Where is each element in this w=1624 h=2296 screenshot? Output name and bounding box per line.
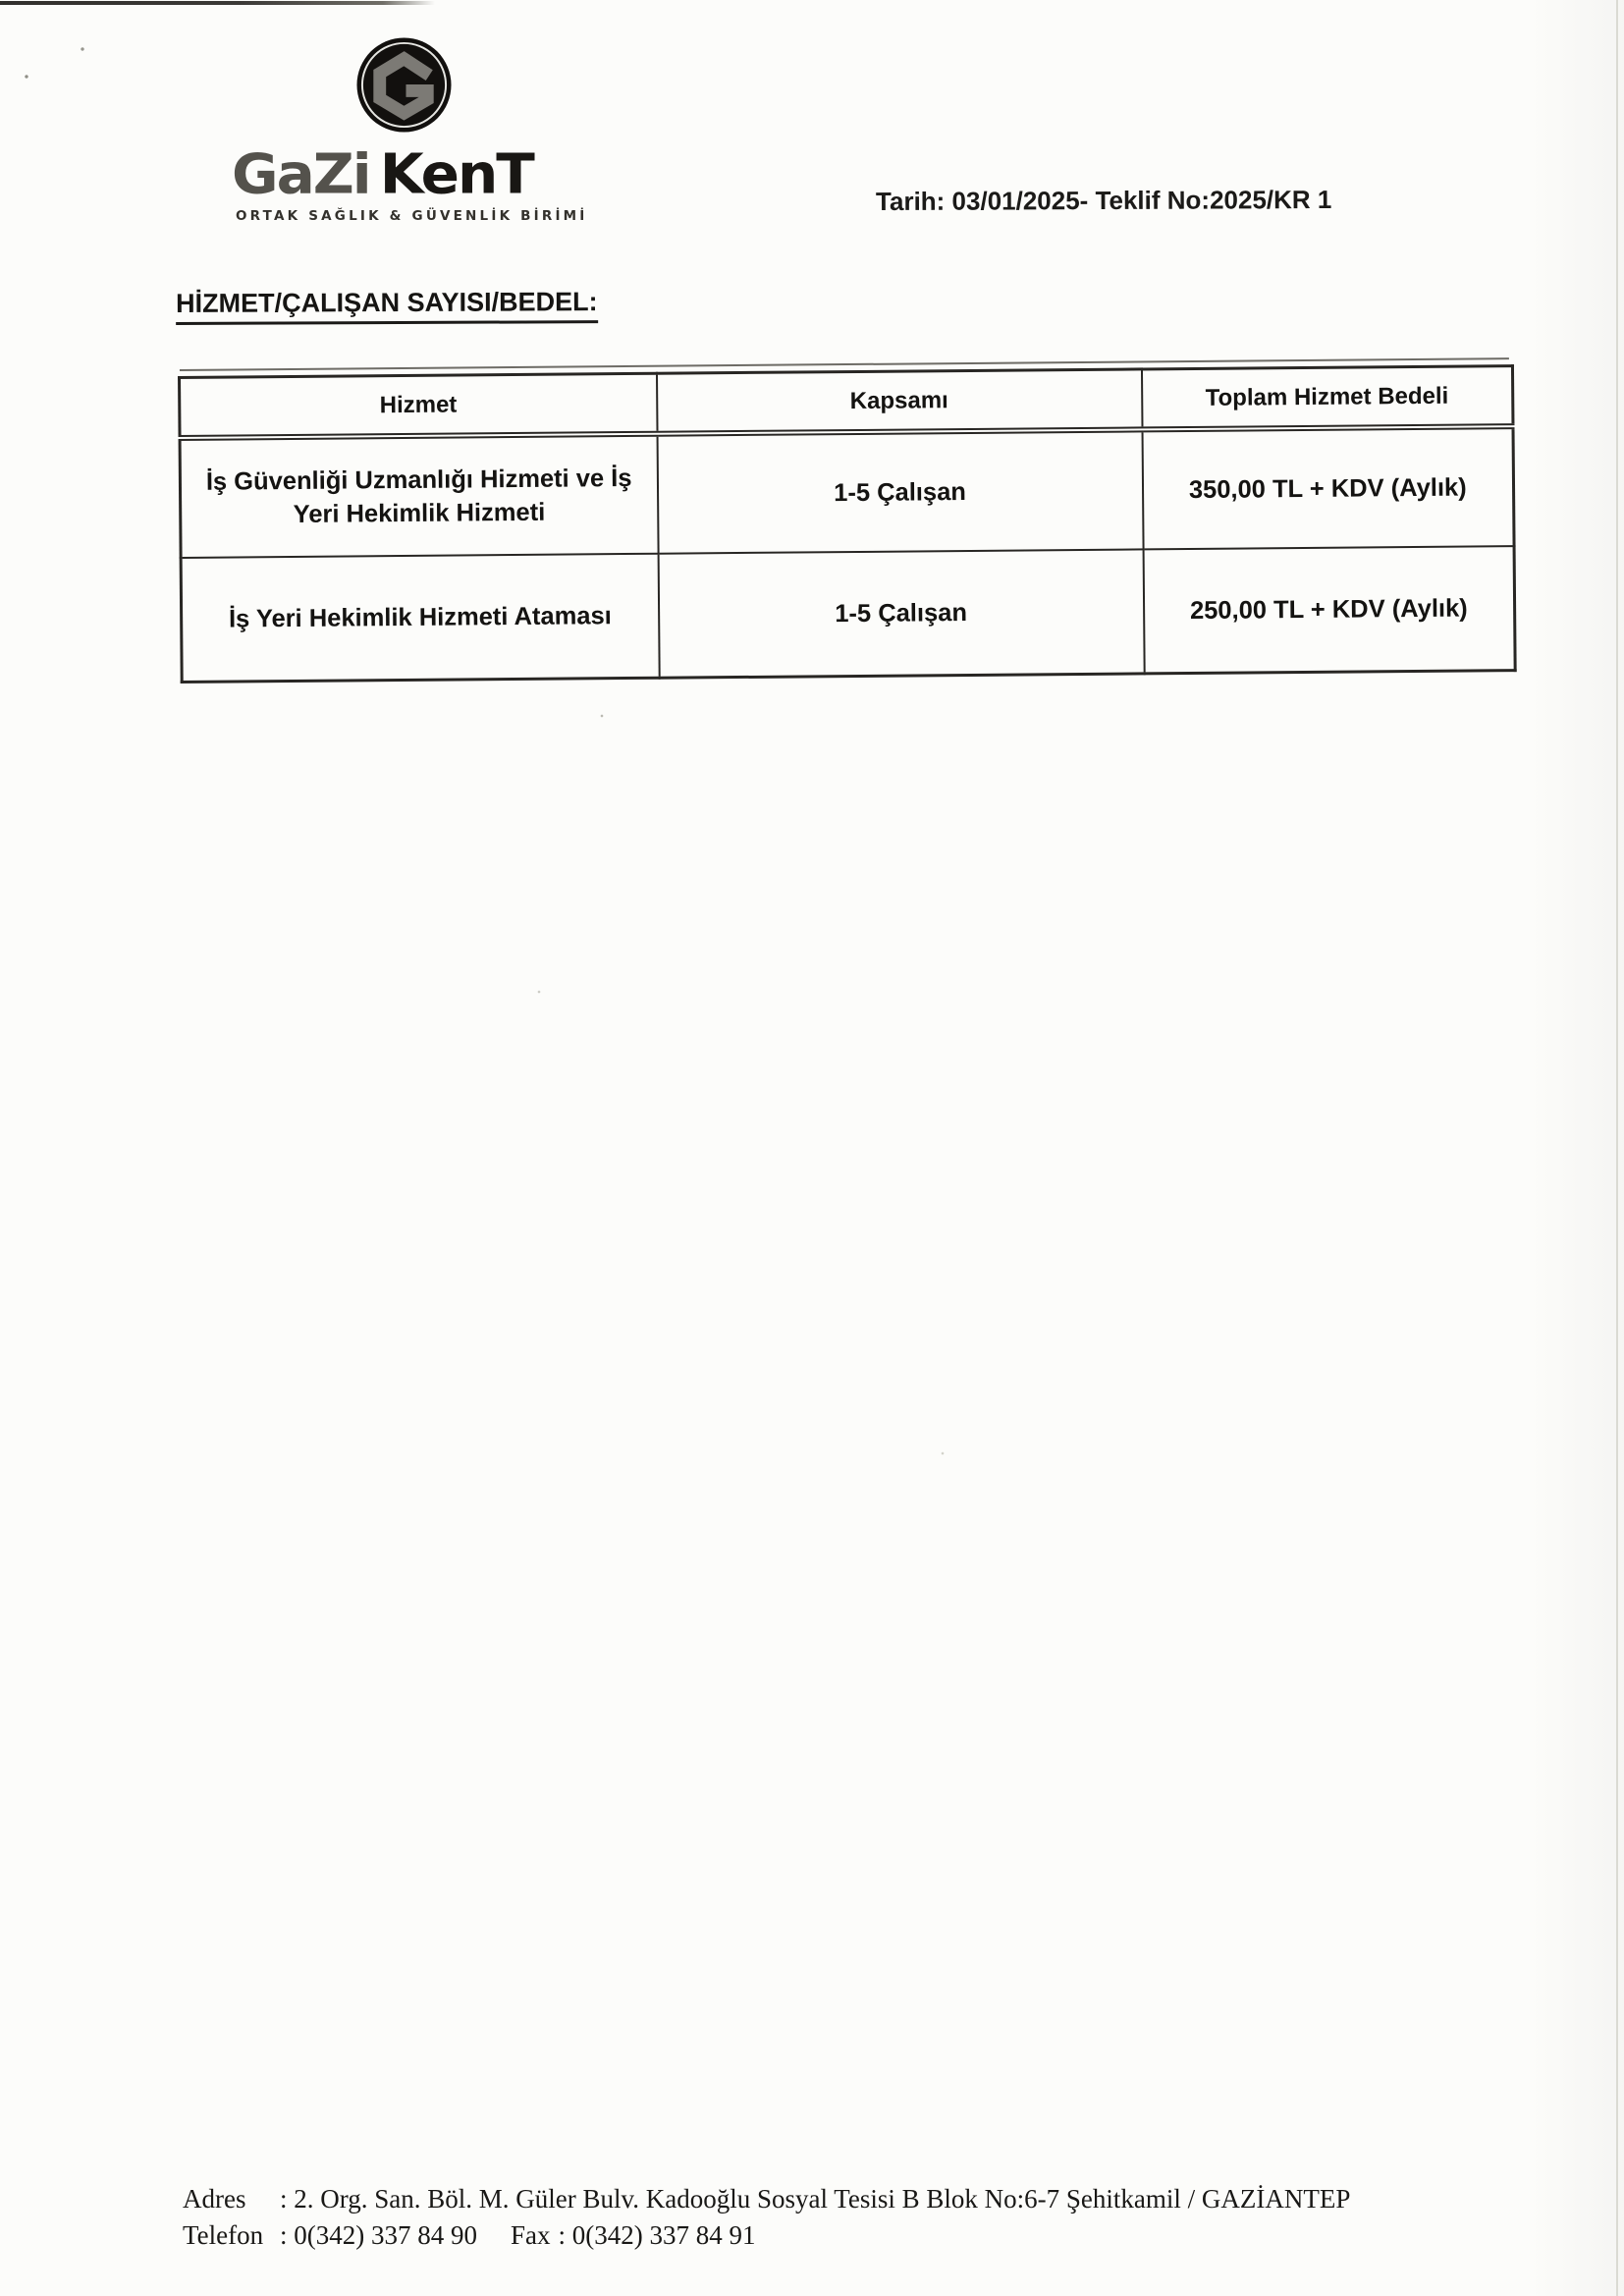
column-header-hizmet: Hizmet bbox=[180, 373, 658, 438]
cell-bedel-1: 350,00 TL + KDV (Aylık) bbox=[1142, 426, 1514, 549]
column-header-kapsami: Kapsamı bbox=[656, 369, 1142, 434]
pricing-table bbox=[178, 364, 1517, 683]
logo-wordmark bbox=[232, 141, 533, 206]
cell-bedel-2: 250,00 TL + KDV (Aylık) bbox=[1143, 546, 1515, 674]
cell-hizmet-1: İş Güvenliği Uzmanlığı Hizmeti ve İş Yeri Hekimlik Hizmeti bbox=[180, 434, 658, 558]
footer-phone-line bbox=[183, 2217, 1350, 2254]
address-value: : 2. Org. San. Böl. M. Güler Bulv. Kadooğlu Sosyal Tesisi B Blok No:6-7 Şehitkamil / GAZİANTEP bbox=[280, 2184, 1351, 2214]
scan-artifact-top-line bbox=[0, 1, 435, 5]
logo-wordmark-kent: KenT bbox=[379, 141, 533, 206]
table-row bbox=[180, 426, 1514, 558]
logo-subtitle: ORTAK SAĞLIK & GÜVENLİK BİRİMİ bbox=[236, 208, 588, 224]
pricing-table-container bbox=[178, 364, 1514, 683]
cell-hizmet-2: İş Yeri Hekimlik Hizmeti Ataması bbox=[181, 554, 659, 683]
phone-value: : 0(342) 337 84 90 bbox=[280, 2220, 477, 2250]
fax-label: Fax bbox=[510, 2220, 551, 2250]
footer-address-line bbox=[183, 2181, 1350, 2217]
footer-contact-block bbox=[183, 2181, 1350, 2254]
scan-artifact-right-edge bbox=[1616, 0, 1618, 2296]
column-header-toplam-hizmet-bedeli: Toplam Hizmet Bedeli bbox=[1141, 366, 1513, 430]
logo-wordmark-gazi: GaZi bbox=[232, 141, 370, 206]
fax-value: : 0(342) 337 84 91 bbox=[558, 2220, 756, 2250]
gazikent-logo-icon bbox=[355, 36, 453, 134]
cell-kapsami-2: 1-5 Çalışan bbox=[658, 549, 1144, 678]
phone-label: Telefon bbox=[183, 2220, 264, 2250]
address-label: Adres bbox=[183, 2184, 246, 2214]
date-offer-reference-line: Tarih: 03/01/2025- Teklif No:2025/KR 1 bbox=[875, 184, 1332, 217]
cell-kapsami-1: 1-5 Çalışan bbox=[657, 429, 1143, 553]
table-row bbox=[181, 546, 1515, 682]
section-title: HİZMET/ÇALIŞAN SAYISI/BEDEL: bbox=[176, 287, 598, 325]
